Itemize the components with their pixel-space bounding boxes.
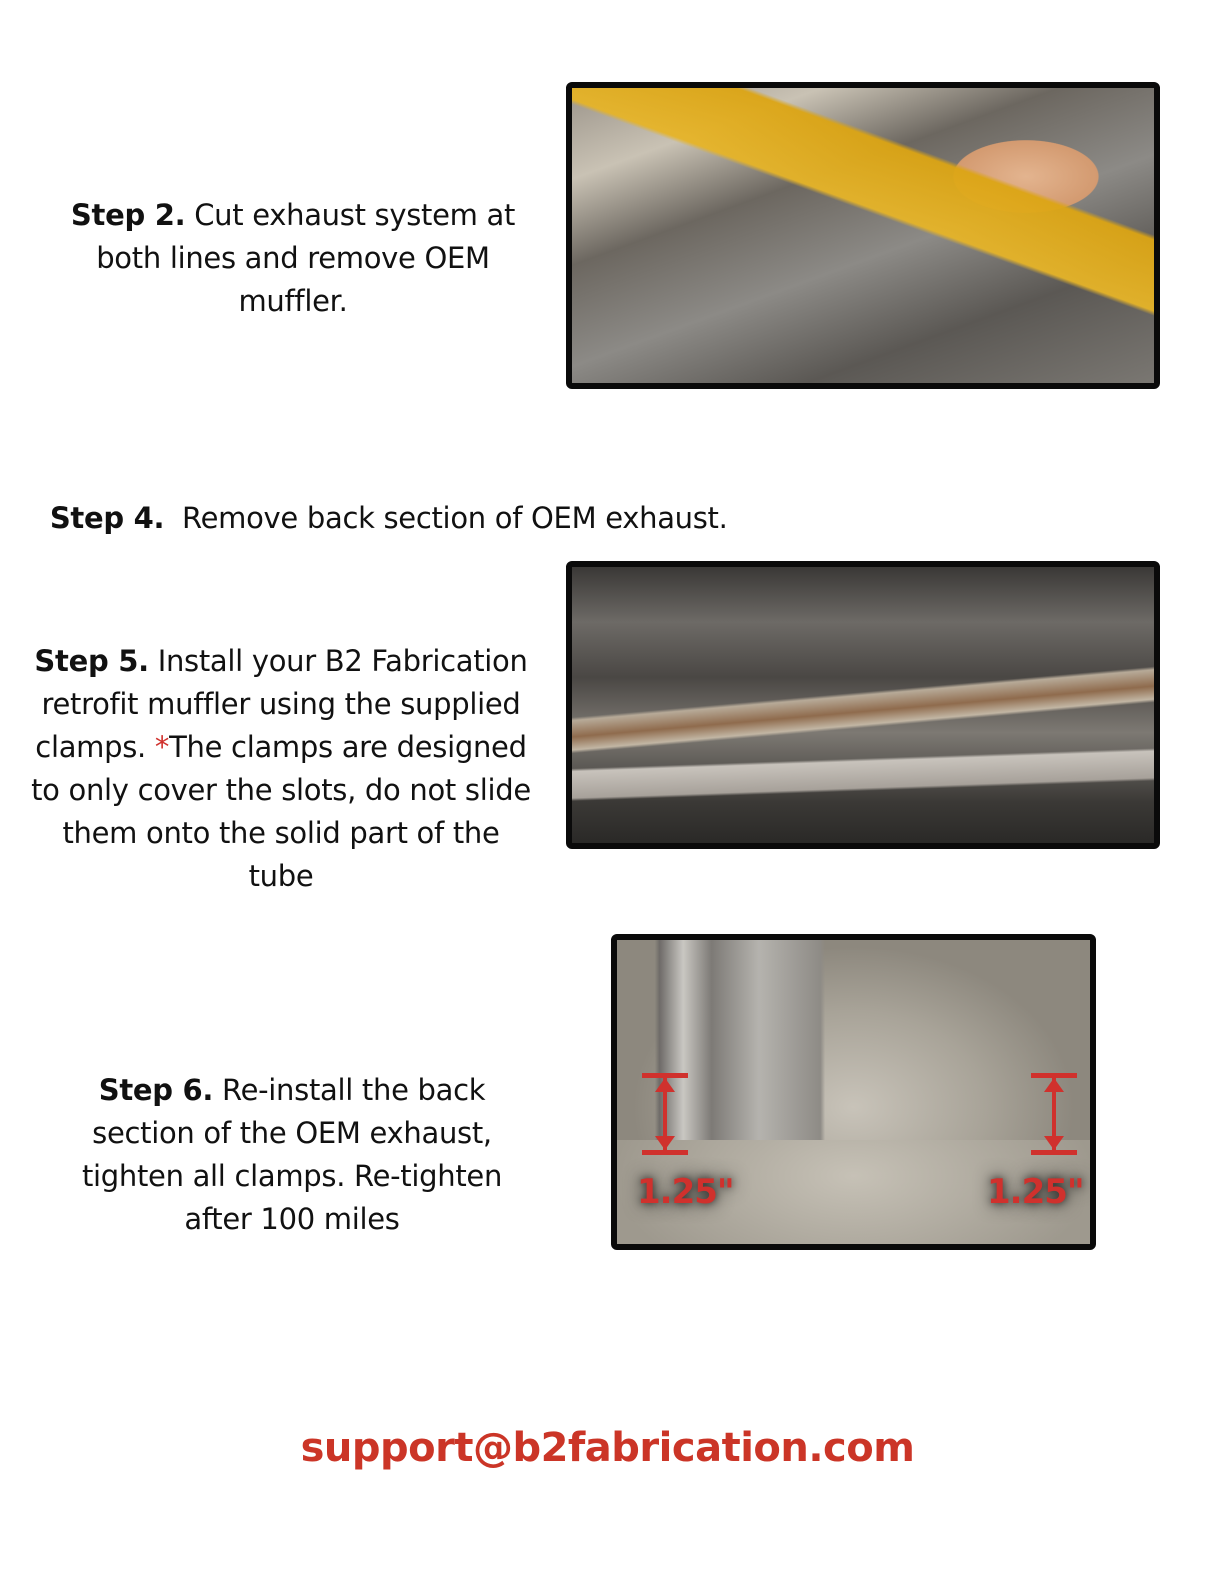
step-6-body: Re-install the back section of the OEM exhaust, tighten all clamps. Re-tighten after 100 miles <box>81 1073 503 1236</box>
photo-muffler-installed <box>566 561 1160 849</box>
photo-clamp-measurement <box>611 934 1096 1250</box>
step-6-text <box>52 1069 532 1241</box>
note-asterisk: * <box>154 730 170 764</box>
step-5-note: The clamps are designed to only cover the slots, do not slide them onto the solid part of the tube <box>31 730 531 893</box>
step-5-body: Install your B2 Fabrication retrofit muffler using the supplied clamps. <box>35 644 528 764</box>
step-2-body: Cut exhaust system at both lines and remove OEM muffler. <box>96 198 516 318</box>
step-5-text <box>26 640 536 898</box>
step-4-text <box>32 454 732 540</box>
measurement-label-left: 1.25" <box>637 1172 734 1212</box>
step-4-label: Step 4. <box>49 501 165 535</box>
step-2-label: Step 2. <box>70 198 186 232</box>
support-email-link[interactable]: support@b2fabrication.com <box>300 1425 915 1471</box>
step-2-text <box>38 194 548 323</box>
photo-cutting-exhaust <box>566 82 1160 389</box>
step-5-label: Step 5. <box>34 644 149 678</box>
measurement-label-right: 1.25" <box>987 1172 1084 1212</box>
measurement-arrow-right <box>1031 1073 1077 1155</box>
step-4-body: Remove back section of OEM exhaust. <box>164 501 728 535</box>
measurement-arrow-left <box>642 1073 688 1155</box>
step-6-label: Step 6. <box>98 1073 214 1107</box>
